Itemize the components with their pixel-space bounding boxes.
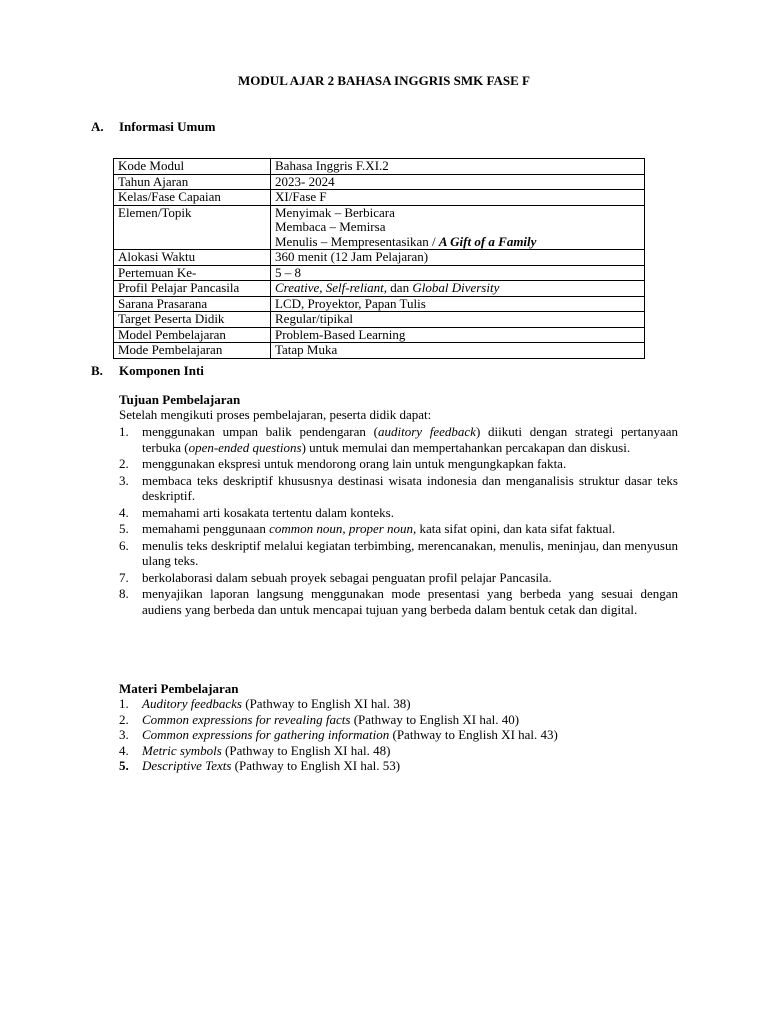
row-key: Elemen/Topik <box>114 205 271 250</box>
item-text: memahami arti kosakata tertentu dalam konteks. <box>142 504 394 520</box>
table-row <box>114 312 645 328</box>
item-text: menggunakan umpan balik pendengaran ( <box>142 424 378 439</box>
row-value: Tatap Muka <box>271 343 645 359</box>
section-b-heading <box>91 363 204 379</box>
list-item <box>119 521 678 537</box>
topic-line-3 <box>275 235 640 250</box>
table-row <box>114 265 645 281</box>
table-row <box>114 281 645 297</box>
table-row <box>114 190 645 206</box>
item-text: menulis teks deskriptif melalui kegiatan terbimbing, merencanakan, menulis, meninjau, dan menyusun ulang teks. <box>142 537 678 568</box>
row-value: 360 menit (12 Jam Pelajaran) <box>271 250 645 266</box>
row-key: Kode Modul <box>114 159 271 175</box>
row-value: 5 – 8 <box>271 265 645 281</box>
item-number: 3. <box>119 472 129 488</box>
item-italic: auditory feedback <box>377 424 476 439</box>
item-number: 2. <box>119 711 129 727</box>
item-italic: open-ended questions <box>188 439 302 455</box>
table-row <box>114 205 645 250</box>
item-number: 7. <box>119 569 129 585</box>
materials-list <box>119 696 678 774</box>
row-key: Kelas/Fase Capaian <box>114 190 271 206</box>
list-item <box>119 424 678 455</box>
topic-title: A Gift of a Family <box>438 233 537 249</box>
materi-heading: Materi Pembelajaran <box>119 681 239 696</box>
table-row <box>114 327 645 343</box>
topic-line-1: Menyimak – Berbicara <box>275 204 395 220</box>
topic-line-3-text: Menulis – Mempresentasikan / <box>275 233 439 249</box>
row-value: Regular/tipikal <box>271 312 645 328</box>
item-text: memahami penggunaan <box>142 521 270 536</box>
list-item <box>119 473 678 504</box>
material-title: Common expressions for gathering information <box>142 727 390 742</box>
list-item <box>119 696 678 712</box>
list-item <box>119 743 678 759</box>
list-item <box>119 586 678 617</box>
item-number: 4. <box>119 742 129 758</box>
material-title: Common expressions for revealing facts <box>142 711 351 727</box>
row-key: Pertemuan Ke- <box>114 265 271 281</box>
objectives-list <box>119 424 678 618</box>
row-key: Target Peserta Didik <box>114 312 271 328</box>
row-key: Mode Pembelajaran <box>114 343 271 359</box>
row-value <box>271 281 645 297</box>
table-row <box>114 296 645 312</box>
material-title: Metric symbols <box>142 742 222 758</box>
list-item <box>119 538 678 569</box>
topic-line-2: Membaca – Memirsa <box>275 219 386 234</box>
row-key: Profil Pelajar Pancasila <box>114 281 271 297</box>
item-number: 6. <box>119 537 129 553</box>
row-value: XI/Fase F <box>271 190 645 206</box>
item-number: 1. <box>119 424 129 439</box>
table-row <box>114 159 645 175</box>
table-row <box>114 343 645 359</box>
section-a-title: Informasi Umum <box>119 119 216 134</box>
list-item <box>119 727 678 743</box>
tujuan-intro: Setelah mengikuti proses pembelajaran, peserta didik dapat: <box>119 407 432 422</box>
material-title: Descriptive Texts <box>142 758 232 773</box>
material-ref: (Pathway to English XI hal. 48) <box>221 742 391 758</box>
row-value: Problem-Based Learning <box>271 327 645 343</box>
section-b-letter: B. <box>91 363 103 378</box>
row-value <box>271 205 645 250</box>
row-key: Alokasi Waktu <box>114 250 271 266</box>
item-number: 2. <box>119 456 129 471</box>
table-row <box>114 174 645 190</box>
info-table <box>113 158 645 359</box>
item-text: berkolaborasi dalam sebuah proyek sebagai penguatan profil pelajar Pancasila. <box>142 569 552 585</box>
item-text: kata sifat opini, dan kata sifat faktual. <box>416 521 616 536</box>
item-italic: common noun, proper noun, <box>269 521 417 536</box>
list-item <box>119 570 678 586</box>
item-number: 5. <box>119 758 129 773</box>
item-number: 8. <box>119 586 129 601</box>
section-a-letter: A. <box>91 119 104 134</box>
row-value: 2023- 2024 <box>271 174 645 190</box>
profil-italic-1: Creative, Self-reliant, <box>275 280 388 295</box>
row-key: Model Pembelajaran <box>114 327 271 343</box>
item-text: ) diikuti dengan strategi pertanyaan terbuka ( <box>142 424 678 455</box>
profil-italic-2: Global Diversity <box>412 280 500 295</box>
material-ref: (Pathway to English XI hal. 40) <box>350 711 520 727</box>
item-text: menyajikan laporan langsung menggunakan mode presentasi yang berbeda yang sesuai dengan audiens yang berbeda dan untuk mencapai tujuan yang berbeda dalam bentuk cetak dan digital. <box>142 586 678 617</box>
list-item <box>119 456 678 472</box>
section-a-heading <box>91 119 215 135</box>
row-key: Sarana Prasarana <box>114 296 271 312</box>
document-title: MODUL AJAR 2 BAHASA INGGRIS SMK FASE F <box>238 73 530 88</box>
item-text: membaca teks deskriptif khususnya destinasi wisata indonesia dan menganalisis struktur dasar teks deskriptif. <box>142 472 678 503</box>
list-item <box>119 712 678 728</box>
item-number: 3. <box>119 727 129 742</box>
material-ref: (Pathway to English XI hal. 53) <box>231 758 401 773</box>
item-number: 1. <box>119 696 129 711</box>
row-key: Tahun Ajaran <box>114 174 271 190</box>
item-number: 4. <box>119 504 129 520</box>
list-item <box>119 505 678 521</box>
item-text: menggunakan ekspresi untuk mendorong orang lain untuk mengungkapkan fakta. <box>142 456 567 471</box>
section-b-title: Komponen Inti <box>119 363 204 378</box>
table-row <box>114 250 645 266</box>
material-ref: (Pathway to English XI hal. 38) <box>242 696 411 711</box>
material-title: Auditory feedbacks <box>142 696 242 711</box>
row-value: LCD, Proyektor, Papan Tulis <box>271 296 645 312</box>
row-value: Bahasa Inggris F.XI.2 <box>271 159 645 175</box>
item-number: 5. <box>119 521 129 536</box>
profil-conj: dan <box>387 280 413 295</box>
item-text: ) untuk memulai dan mempertahankan percakapan dan diskusi. <box>301 439 631 455</box>
list-item <box>119 758 678 774</box>
tujuan-heading: Tujuan Pembelajaran <box>119 392 241 407</box>
material-ref: (Pathway to English XI hal. 43) <box>389 727 558 742</box>
